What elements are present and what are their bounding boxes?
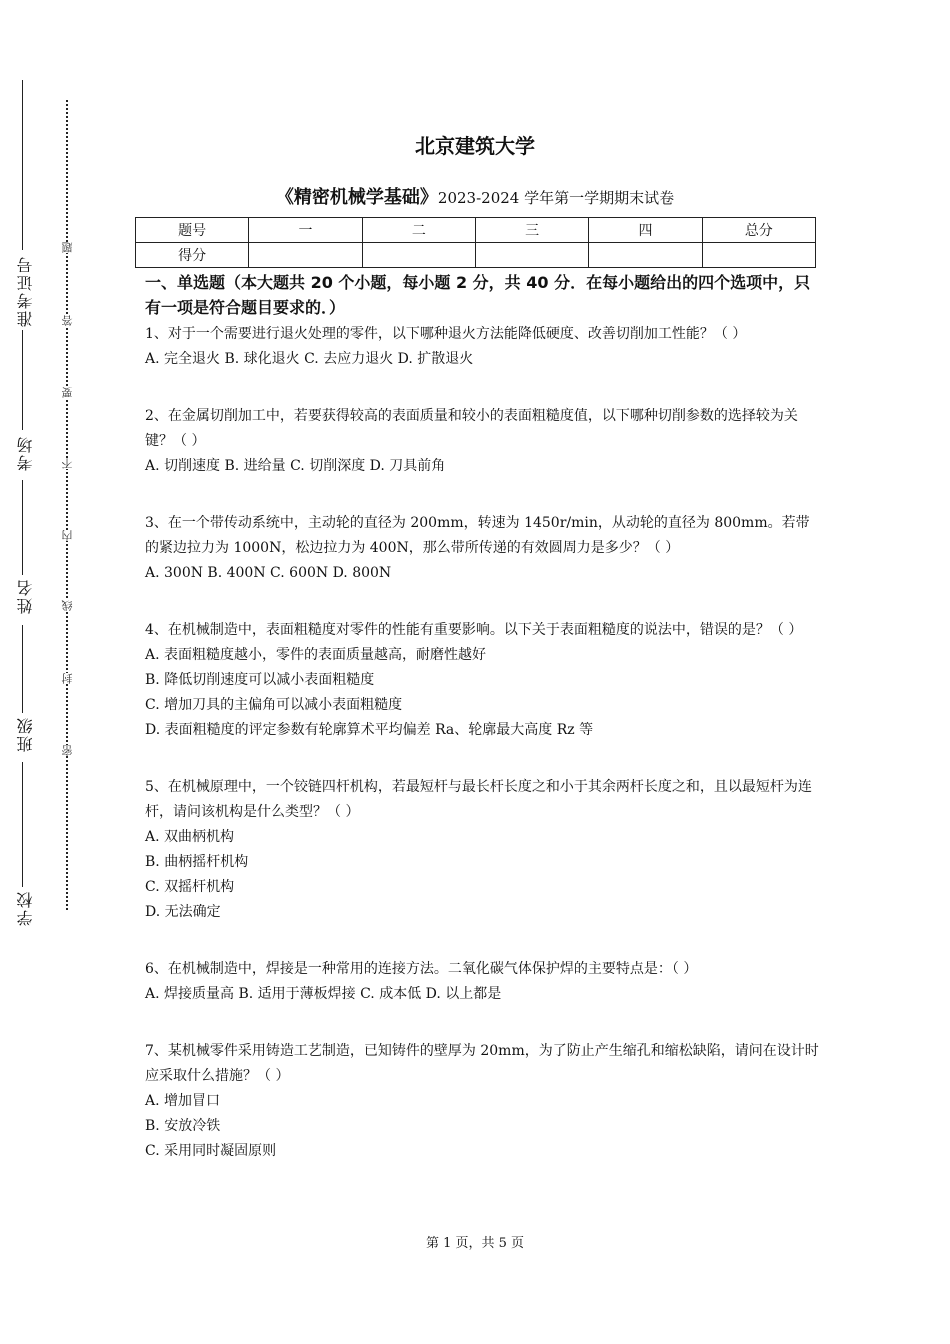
score-cell: 总分 <box>702 218 815 243</box>
score-cell: 二 <box>362 218 475 243</box>
question-option: A. 增加冒口 <box>145 1093 221 1109</box>
question <box>145 775 820 925</box>
seal-char: 密 <box>61 745 74 756</box>
page-footer: 第 1 页，共 5 页 <box>425 1236 525 1251</box>
question-option: B. 降低切削速度可以减小表面粗糙度 <box>145 672 375 688</box>
question-option: A. 完全退火 B. 球化退火 C. 去应力退火 D. 扩散退火 <box>145 351 474 367</box>
question-option: B. 安放冷铁 <box>145 1118 221 1134</box>
section-title: 一、单选题（本大题共 20 个小题，每小题 2 分，共 40 分．在每小题给出的四个选项中，只有一项是符合题目要求的．） <box>145 273 811 317</box>
seal-char: 题 <box>61 242 74 253</box>
binding-line <box>22 330 23 430</box>
question-stem: 6、在机械制造中，焊接是一种常用的连接方法。二氧化碳气体保护焊的主要特点是：（ ） <box>145 961 698 977</box>
exam-room-label: 考场 <box>16 435 35 471</box>
binding-line <box>22 762 23 887</box>
question-option: A. 焊接质量高 B. 适用于薄板焊接 C. 成本低 D. 以上都是 <box>145 986 502 1002</box>
course-name: 《精密机械学基础》 <box>275 187 438 208</box>
university-title: 北京建筑大学 <box>415 134 535 158</box>
score-cell: 四 <box>589 218 702 243</box>
question-stem: 7、某机械零件采用铸造工艺制造，已知铸件的壁厚为 20mm，为了防止产生缩孔和缩松缺陷，请问在设计时应采取什么措施？（ ） <box>145 1043 819 1084</box>
exam-term: 2023-2024 学年第一学期期末试卷 <box>437 189 675 207</box>
class-label: 班级 <box>16 716 35 752</box>
question <box>145 618 820 743</box>
question-stem: 2、在金属切削加工中，若要获得较高的表面质量和较小的表面粗糙度值，以下哪种切削参数的选择较为关键？（ ） <box>145 408 798 449</box>
seal-char: 内 <box>61 530 74 541</box>
binding-line <box>22 480 23 575</box>
school-label: 学校 <box>16 890 35 926</box>
score-table <box>135 217 816 268</box>
question-stem: 4、在机械制造中，表面粗糙度对零件的性能有重要影响。以下关于表面粗糙度的说法中，错误的是？（ ） <box>145 622 803 638</box>
question-option: A. 表面粗糙度越小，零件的表面质量越高，耐磨性越好 <box>145 647 487 663</box>
score-input-cell <box>589 243 702 268</box>
seal-line <box>66 100 68 910</box>
question-option: C. 增加刀具的主偏角可以减小表面粗糙度 <box>145 697 403 713</box>
question <box>145 957 820 1007</box>
exam-id-label: 准考证号 <box>16 255 35 327</box>
exam-content <box>145 270 820 1164</box>
question-option: A. 300N B. 400N C. 600N D. 800N <box>145 565 392 581</box>
question-option: D. 表面粗糙度的评定参数有轮廓算术平均偏差 Ra、轮廓最大高度 Rz 等 <box>145 722 594 738</box>
score-input-cell <box>702 243 815 268</box>
question-stem: 1、对于一个需要进行退火处理的零件，以下哪种退火方法能降低硬度、改善切削加工性能？（ ） <box>145 326 747 342</box>
question <box>145 322 820 372</box>
binding-line <box>22 80 23 250</box>
score-table-score-row <box>136 243 816 268</box>
seal-char: 不 <box>61 458 74 469</box>
question-option: C. 双摇杆机构 <box>145 879 235 895</box>
question-option: B. 曲柄摇杆机构 <box>145 854 249 870</box>
question-stem: 3、在一个带传动系统中，主动轮的直径为 200mm，转速为 1450r/min，从动轮的直径为 800mm。若带的紧边拉力为 1000N，松边拉力为 400N，那么带所传递的有效圆周力是多少？（ ） <box>145 515 810 556</box>
name-label: 姓名 <box>16 578 35 614</box>
score-table-header-row <box>136 218 816 243</box>
question-option: C. 采用同时凝固原则 <box>145 1143 277 1159</box>
question <box>145 511 820 586</box>
seal-char: 要 <box>61 387 74 398</box>
question-option: A. 切削速度 B. 进给量 C. 切削深度 D. 刀具前角 <box>145 458 446 474</box>
exam-subtitle <box>0 183 950 209</box>
score-cell: 一 <box>249 218 362 243</box>
question-option: A. 双曲柄机构 <box>145 829 235 845</box>
binding-line <box>22 625 23 713</box>
question <box>145 1039 820 1164</box>
score-input-cell <box>362 243 475 268</box>
question-option: D. 无法确定 <box>145 904 221 920</box>
seal-char: 封 <box>61 673 74 684</box>
seal-char: 线 <box>61 600 74 611</box>
score-input-cell <box>475 243 588 268</box>
score-input-cell <box>249 243 362 268</box>
score-cell: 题号 <box>136 218 249 243</box>
seal-char: 答 <box>61 315 74 326</box>
question-stem: 5、在机械原理中，一个铰链四杆机构，若最短杆与最长杆长度之和小于其余两杆长度之和，且以最短杆为连杆，请问该机构是什么类型？（ ） <box>145 779 812 820</box>
question <box>145 404 820 479</box>
score-cell: 得分 <box>136 243 249 268</box>
score-cell: 三 <box>475 218 588 243</box>
